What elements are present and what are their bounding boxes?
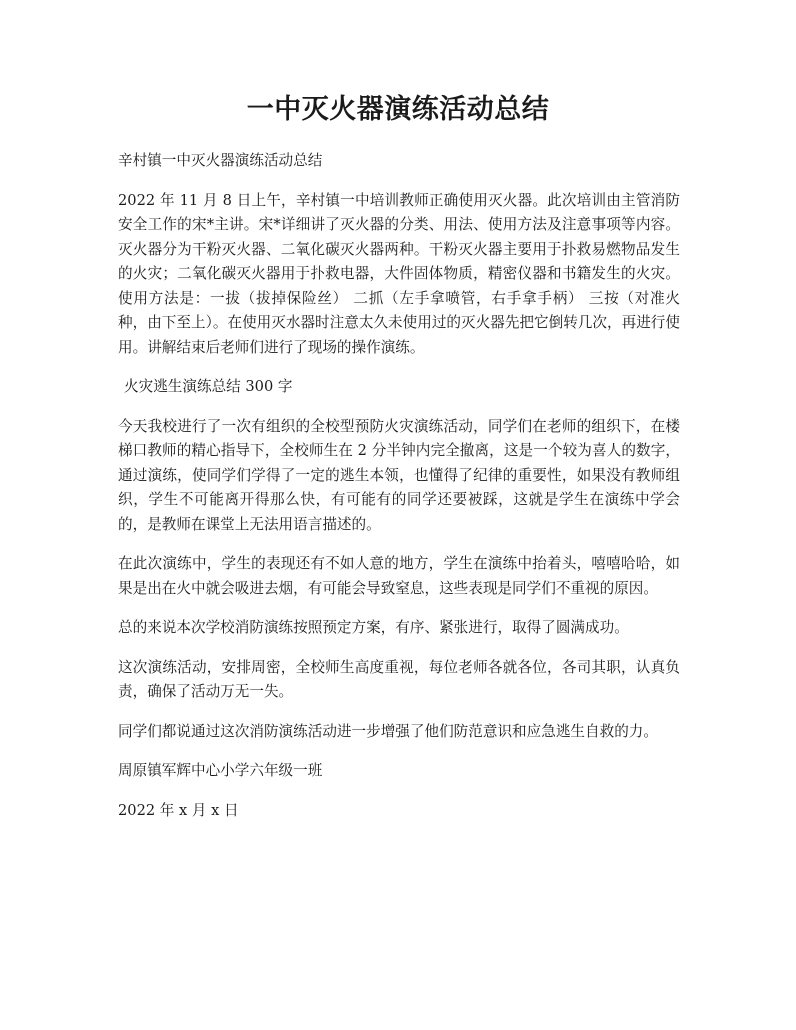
awareness-paragraph: 同学们都说通过这次消防演练活动进一步增强了他们防范意识和应急逃生自救的力。 [118, 722, 658, 740]
document-body [118, 149, 680, 838]
signature-date: 2022 年 x 月 x 日 [118, 801, 239, 819]
summary-paragraph: 总的来说本次学校消防演练按照预定方案，有序、紧张进行，取得了圆满成功。 [118, 619, 629, 636]
arrangement-paragraph: 这次演练活动，安排周密，全校师生高度重视，每位老师各就各位，各司其职，认真负责，确保了活动万无一失。 [118, 658, 680, 700]
document-title: 一中灭火器演练活动总结 [246, 94, 550, 125]
performance-paragraph: 在此次演练中，学生的表现还有不如人意的地方，学生在演练中抬着头，嘻嘻哈哈，如果是出在火中就会吸进去烟，有可能会导致窒息，这些表现是同学们不重视的原因。 [118, 555, 680, 597]
section-heading: 火灾逃生演练总结 300 字 [124, 378, 293, 395]
signature-class: 周原镇军辉中心小学六年级一班 [118, 762, 323, 779]
drill-paragraph: 今天我校进行了一次有组织的全校型预防火灾演练活动，同学们在老师的组织下，在楼梯口教师的精心指导下，全校师生在 2 分半钟内完全撤离，这是一个较为喜人的数字，通过演练，使同学们学得了一定的逃生本领，也懂得了纪律的重要性，如果没有教师组织，学生不可能离开得那么快，有可能有的同学还要被踩，这就是学生在演练中学会的，是教师在课堂上无法用语言描述的。 [118, 417, 680, 533]
subtitle-paragraph: 辛村镇一中灭火器演练活动总结 [118, 152, 323, 169]
training-paragraph: 2022 年 11 月 8 日上午，辛村镇一中培训教师正确使用灭火器。此次培训由主管消防安全工作的宋*主讲。宋*详细讲了灭火器的分类、用法、使用方法及注意事项等内容。灭火器分为干粉灭火器、二氧化碳灭火器两种。干粉灭火器主要用于扑救易燃物品发生的火灾；二氧化碳灭火器用于扑救电器，大件固体物质，精密仪器和书籍发生的火灾。使用方法是：一拔（拔掉保险丝） 二抓（左手拿喷管，右手拿手柄） 三按（对准火种，由下至上）。在使用灭水器时注意太久未使用过的灭火器先把它倒转几次，再进行使用。讲解结束后老师们进行了现场的操作演练。 [118, 191, 680, 356]
